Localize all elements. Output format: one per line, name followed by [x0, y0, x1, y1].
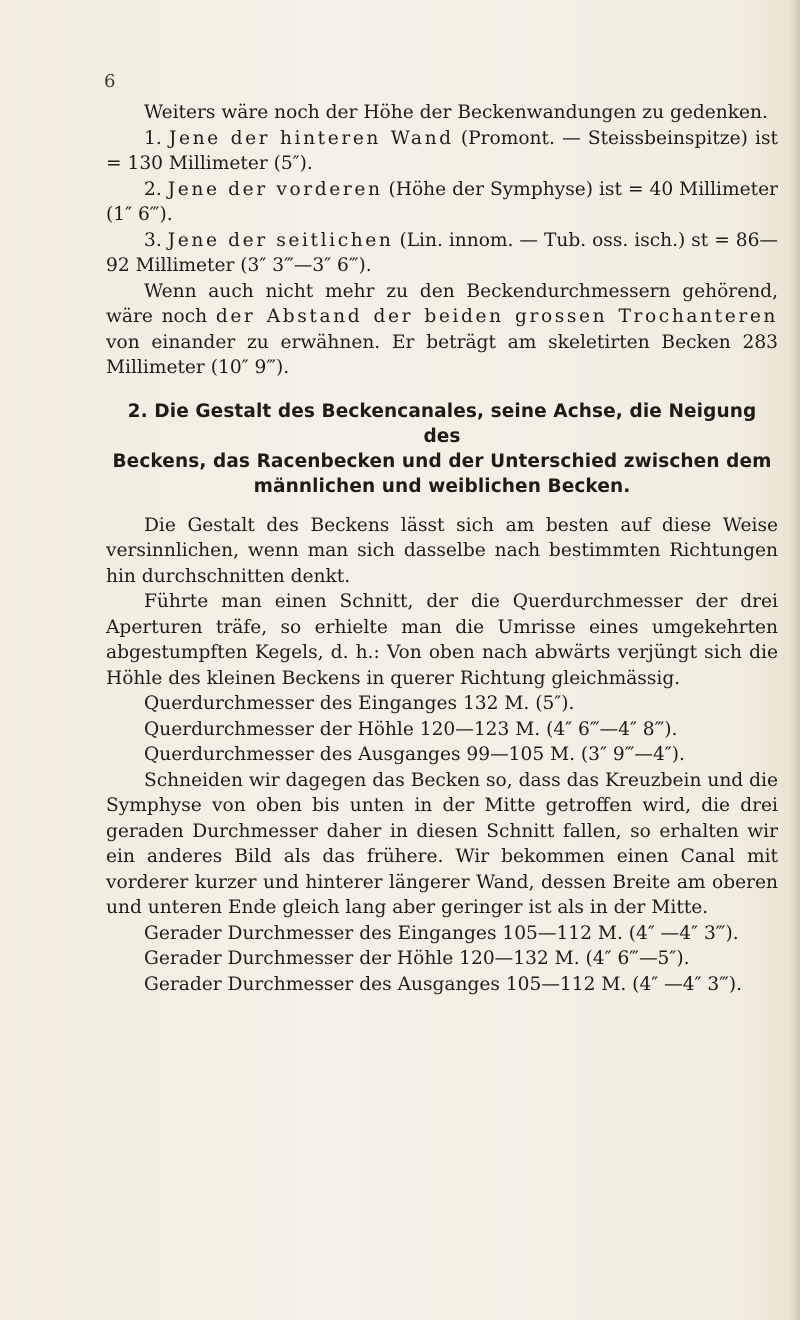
- item-text: (Höhe der Symphyse) ist = 40 Millimeter (1″ 6‴).: [106, 178, 778, 225]
- item-text: (Lin. innom. — Tub. oss. isch.) st = 86—92 Millimeter (3″ 3‴—3″ 6‴).: [106, 229, 778, 276]
- trochanter-paragraph: [106, 279, 778, 381]
- section-heading-line: 2. Die Gestalt des Beckencanales, seine Achse, die Neigung des: [127, 400, 757, 447]
- section-heading: [106, 399, 778, 499]
- gerade-schnitt-paragraph: Schneiden wir dagegen das Becken so, dass das Kreuzbein und die Symphyse von oben bis unten in der Mitte getroffen wird, die drei geraden Durchmesser daher in diesen Schnitt fallen, so erhalten wir ein anderes Bild als das frühere. Wir bekommen einen Canal mit vorderer kurzer und hinterer längerer Wand, dessen Breite am oberen und unteren Ende gleich lang aber geringer ist als in der Mitte.: [106, 769, 778, 918]
- item-number: 3.: [144, 229, 162, 251]
- querschnitt-paragraph: Führte man einen Schnitt, der die Querdurchmesser der drei Aperturen träfe, so erhielte man die Umrisse eines umgekehrten abgestumpften Kegels, d. h.: Von oben nach abwärts verjüngt sich die Höhle des kleinen Beckens in querer Richtung gleichmässig.: [106, 591, 778, 689]
- measurement-line: Querdurchmesser des Einganges 132 M. (5″).: [144, 693, 575, 714]
- measurement-line: Querdurchmesser des Ausganges 99—105 M. (3″ 9‴—4″).: [144, 744, 685, 765]
- item-spaced-term: Jene der seitlichen: [167, 229, 394, 251]
- section-heading-line: Beckens, das Racenbecken und der Unterschied zwischen dem: [112, 450, 772, 472]
- item-number: 2.: [144, 178, 162, 200]
- item-number: 1.: [144, 127, 162, 149]
- list-item-seitliche-wand: [106, 228, 778, 279]
- trochanter-text-before: Wenn auch nicht mehr zu den Beckendurchmessern gehörend, wäre noch: [106, 280, 778, 327]
- list-item-hintere-wand: [106, 126, 778, 177]
- section-heading-line: männlichen und weiblichen Becken.: [253, 475, 631, 497]
- measurement-line: Gerader Durchmesser des Einganges 105—112 M. (4″ —4″ 3‴).: [144, 922, 739, 944]
- item-spaced-term: Jene der vorderen: [167, 178, 383, 200]
- trochanter-text-after: von einander zu erwähnen. Er beträgt am skeletirten Becken 283 Millimeter (10″ 9‴).: [106, 331, 778, 378]
- gestalt-paragraph: Die Gestalt des Beckens lässt sich am besten auf diese Weise versinnlichen, wenn man sich dasselbe nach bestimmten Richtungen hin durchschnitten denkt.: [106, 514, 778, 587]
- intro-paragraph: Weiters wäre noch der Höhe der Beckenwandungen zu gedenken.: [144, 102, 768, 123]
- measurement-line: Querdurchmesser der Höhle 120—123 M. (4″ 6‴—4″ 8‴).: [144, 718, 678, 740]
- item-spaced-term: Jene der hinteren Wand: [168, 127, 454, 149]
- item-text: (Promont. — Steissbeinspitze) ist = 130 Millimeter (5″).: [106, 127, 778, 174]
- measurement-line: Gerader Durchmesser des Ausganges 105—112 M. (4″ —4″ 3‴).: [144, 973, 743, 995]
- page-number: 6: [104, 71, 116, 92]
- measurement-line: Gerader Durchmesser der Höhle 120—132 M. (4″ 6‴—5″).: [144, 948, 690, 969]
- page-body: [106, 100, 778, 997]
- list-item-vordere-wand: [106, 177, 778, 228]
- trochanter-spaced-term: der Abstand der beiden grossen Trochanteren: [215, 306, 778, 327]
- page-edge-shadow: [790, 0, 800, 1320]
